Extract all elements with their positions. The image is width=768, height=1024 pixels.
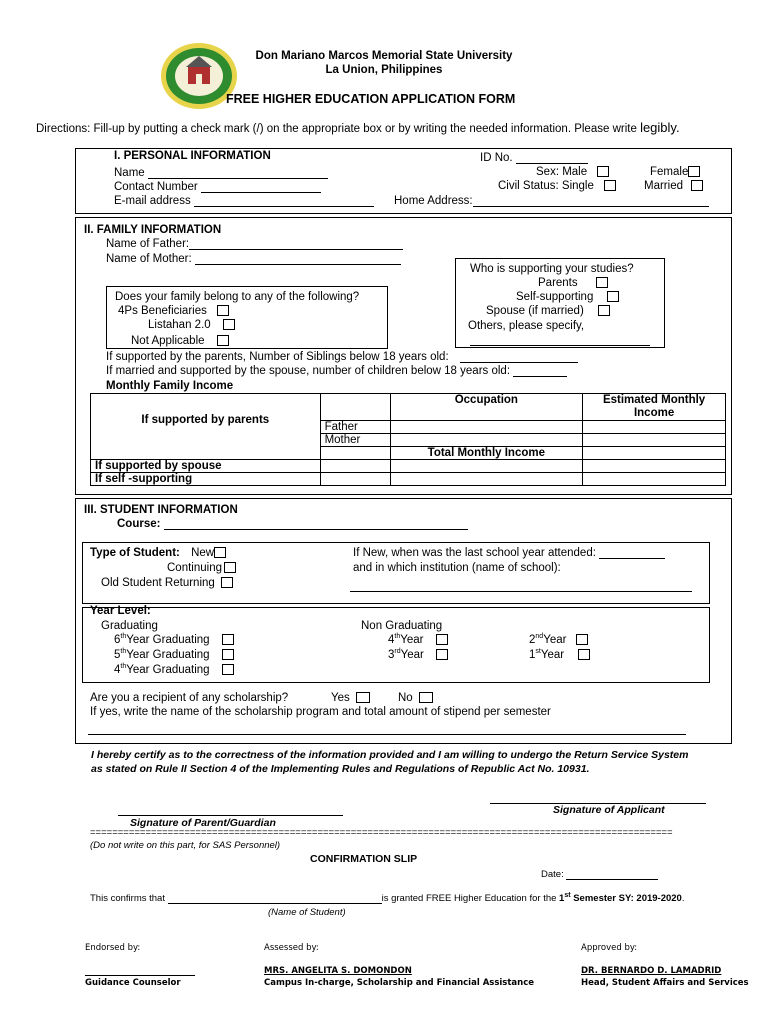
assessor-title: Campus In-charge, Scholarship and Financial Assistance [264, 978, 535, 988]
nongrad-1st-checkbox[interactable] [578, 649, 590, 660]
siblings-field[interactable]: If supported by the parents, Number of Siblings below 18 years old: [106, 351, 578, 363]
type-old[interactable]: Old Student Returning [101, 577, 233, 589]
father-income[interactable] [583, 421, 726, 434]
father-row-label: Father [320, 421, 390, 434]
married-checkbox[interactable] [691, 180, 703, 191]
mother-row-label: Mother [320, 434, 390, 447]
nongrad-2nd[interactable]: 2ndYear [529, 634, 588, 646]
scholarship-yes[interactable]: Yes [331, 692, 370, 704]
assessor-name: MRS. ANGELITA S. DOMONDON [264, 966, 412, 976]
type-continuing[interactable]: Continuing [167, 562, 236, 574]
nongrad-2nd-checkbox[interactable] [576, 634, 588, 645]
parent-signature-line[interactable] [118, 815, 343, 816]
approver-title: Head, Student Affairs and Services [581, 978, 749, 988]
support-others: Others, please specify, [468, 320, 585, 332]
single-checkbox[interactable] [604, 180, 616, 191]
approved-by-label: Approved by: [581, 943, 638, 953]
scholarship-yes-checkbox[interactable] [356, 692, 370, 703]
female-checkbox[interactable] [688, 166, 700, 177]
self-income[interactable] [583, 473, 726, 486]
grad-6th-checkbox[interactable] [222, 634, 234, 645]
approver-name: DR. BERNARDO D. LAMADRID [581, 966, 722, 976]
self-supporting-label: If self -supporting [91, 473, 321, 486]
4ps-checkbox[interactable] [217, 305, 229, 316]
self-occupation[interactable] [390, 473, 583, 486]
home-address-field[interactable]: Home Address: [394, 195, 709, 207]
belong-question: Does your family belong to any of the following? [115, 291, 360, 303]
contact-field[interactable]: Contact Number [114, 181, 321, 193]
slip-title: CONFIRMATION SLIP [310, 853, 418, 865]
course-field[interactable]: Course: [117, 518, 468, 530]
scholarship-no[interactable]: No [398, 692, 433, 704]
university-name: Don Mariano Marcos Memorial State University [255, 50, 513, 62]
endorsed-by-label: Endorsed by: [85, 943, 141, 953]
mother-occupation[interactable] [390, 434, 583, 447]
nongrad-3rd-checkbox[interactable] [436, 649, 448, 660]
mother-income[interactable] [583, 434, 726, 447]
institution-label: and in which institution (name of school): [353, 562, 561, 574]
endorser-title: Guidance Counselor [85, 978, 181, 988]
name-field[interactable]: Name [114, 167, 328, 179]
grad-5th[interactable]: 5thYear Graduating [114, 649, 234, 661]
spouse-occupation[interactable] [390, 460, 583, 473]
father-name-field[interactable]: Name of Father: [106, 238, 403, 250]
scholarship-no-checkbox[interactable] [419, 692, 433, 703]
by-spouse-label: If supported by spouse [91, 460, 321, 473]
institution-line[interactable] [350, 591, 692, 592]
support-question: Who is supporting your studies? [470, 263, 634, 275]
slip-note: (Do not write on this part, for SAS Personnel) [90, 840, 281, 851]
nongrad-4th[interactable]: 4thYear [388, 634, 448, 646]
male-checkbox[interactable] [597, 166, 609, 177]
sex-female[interactable]: Female [650, 166, 700, 178]
grad-4th[interactable]: 4thYear Graduating [114, 664, 234, 676]
belong-listahan[interactable]: Listahan 2.0 [148, 319, 235, 331]
est-income-header: Estimated Monthly Income [583, 394, 726, 421]
mother-name-field[interactable]: Name of Mother: [106, 253, 401, 265]
belong-4ps[interactable]: 4Ps Beneficiaries [118, 305, 229, 317]
university-location: La Union, Philippines [325, 64, 443, 76]
grad-4th-checkbox[interactable] [222, 664, 234, 675]
support-others-line[interactable] [470, 345, 650, 346]
slip-confirms: This confirms that is granted FREE Higher Education for the 1st Semester SY: 2019-2020. [90, 891, 685, 904]
assessed-by-label: Assessed by: [264, 943, 319, 953]
old-returning-checkbox[interactable] [221, 577, 233, 588]
total-income-value[interactable] [583, 447, 726, 460]
scholarship-detail: If yes, write the name of the scholarship program and total amount of stipend per semester [90, 706, 551, 718]
scholarship-line[interactable] [88, 734, 686, 735]
not-applicable-checkbox[interactable] [217, 335, 229, 346]
graduating-label: Graduating [101, 620, 158, 632]
form-title: FREE HIGHER EDUCATION APPLICATION FORM [226, 92, 516, 106]
year-level-label: Year Level: [90, 605, 151, 617]
sex-male[interactable]: Sex: Male [536, 166, 609, 178]
certification-text: I hereby certify as to the correctness of the information provided and I am willing to undergo the Return Service System as stated on Rule II Section 4 of the Implementing Rules and Regulations of Republic Act No. 10931. [91, 749, 689, 775]
parent-signature-label: Signature of Parent/Guardian [130, 817, 276, 829]
scholarship-question: Are you a recipient of any scholarship? [90, 692, 289, 704]
spouse-checkbox[interactable] [598, 305, 610, 316]
family-heading: II. FAMILY INFORMATION [84, 224, 222, 236]
nongrad-1st[interactable]: 1stYear [529, 649, 590, 661]
slip-student-name-line[interactable] [168, 893, 382, 904]
personal-heading: I. PERSONAL INFORMATION [114, 150, 271, 162]
grad-5th-checkbox[interactable] [222, 649, 234, 660]
non-graduating-label: Non Graduating [361, 620, 443, 632]
civil-married[interactable]: Married [644, 180, 703, 192]
id-field[interactable]: ID No. [480, 152, 588, 164]
grad-6th[interactable]: 6thYear Graduating [114, 634, 234, 646]
total-income-label: Total Monthly Income [390, 447, 583, 460]
new-checkbox[interactable] [214, 547, 226, 558]
father-occupation[interactable] [390, 421, 583, 434]
support-parents[interactable]: Parents [538, 277, 608, 289]
spouse-income[interactable] [583, 460, 726, 473]
continuing-checkbox[interactable] [224, 562, 236, 573]
by-parents-cell: If supported by parents [91, 394, 321, 447]
nongrad-4th-checkbox[interactable] [436, 634, 448, 645]
income-table [90, 393, 726, 486]
belong-na[interactable]: Not Applicable [131, 335, 229, 347]
nongrad-3rd[interactable]: 3rdYear [388, 649, 448, 661]
listahan-checkbox[interactable] [223, 319, 235, 330]
last-sy-field[interactable]: If New, when was the last school year attended: [353, 547, 665, 559]
endorser-signature-line[interactable] [85, 975, 195, 976]
directions: Directions: Fill-up by putting a check mark (/) on the appropriate box or by writing the needed information. Please write legibly. [36, 120, 680, 135]
occupation-header: Occupation [390, 394, 583, 421]
support-spouse[interactable]: Spouse (if married) [486, 305, 610, 317]
civil-single[interactable]: Civil Status: Single [498, 180, 616, 192]
support-self[interactable]: Self-supporting [516, 291, 619, 303]
email-field[interactable]: E-mail address [114, 195, 374, 207]
self-supporting-checkbox[interactable] [607, 291, 619, 302]
type-new[interactable]: Type of Student: New [90, 547, 226, 559]
applicant-signature-label: Signature of Applicant [553, 804, 665, 816]
slip-name-caption: (Name of Student) [268, 907, 346, 918]
children-field[interactable]: If married and supported by the spouse, number of children below 18 years old: [106, 365, 567, 377]
slip-separator: ========================================================================================================= [90, 827, 673, 838]
student-heading: III. STUDENT INFORMATION [84, 504, 238, 516]
income-heading: Monthly Family Income [106, 380, 234, 392]
parents-checkbox[interactable] [596, 277, 608, 288]
slip-date-field[interactable]: Date: [541, 869, 658, 880]
